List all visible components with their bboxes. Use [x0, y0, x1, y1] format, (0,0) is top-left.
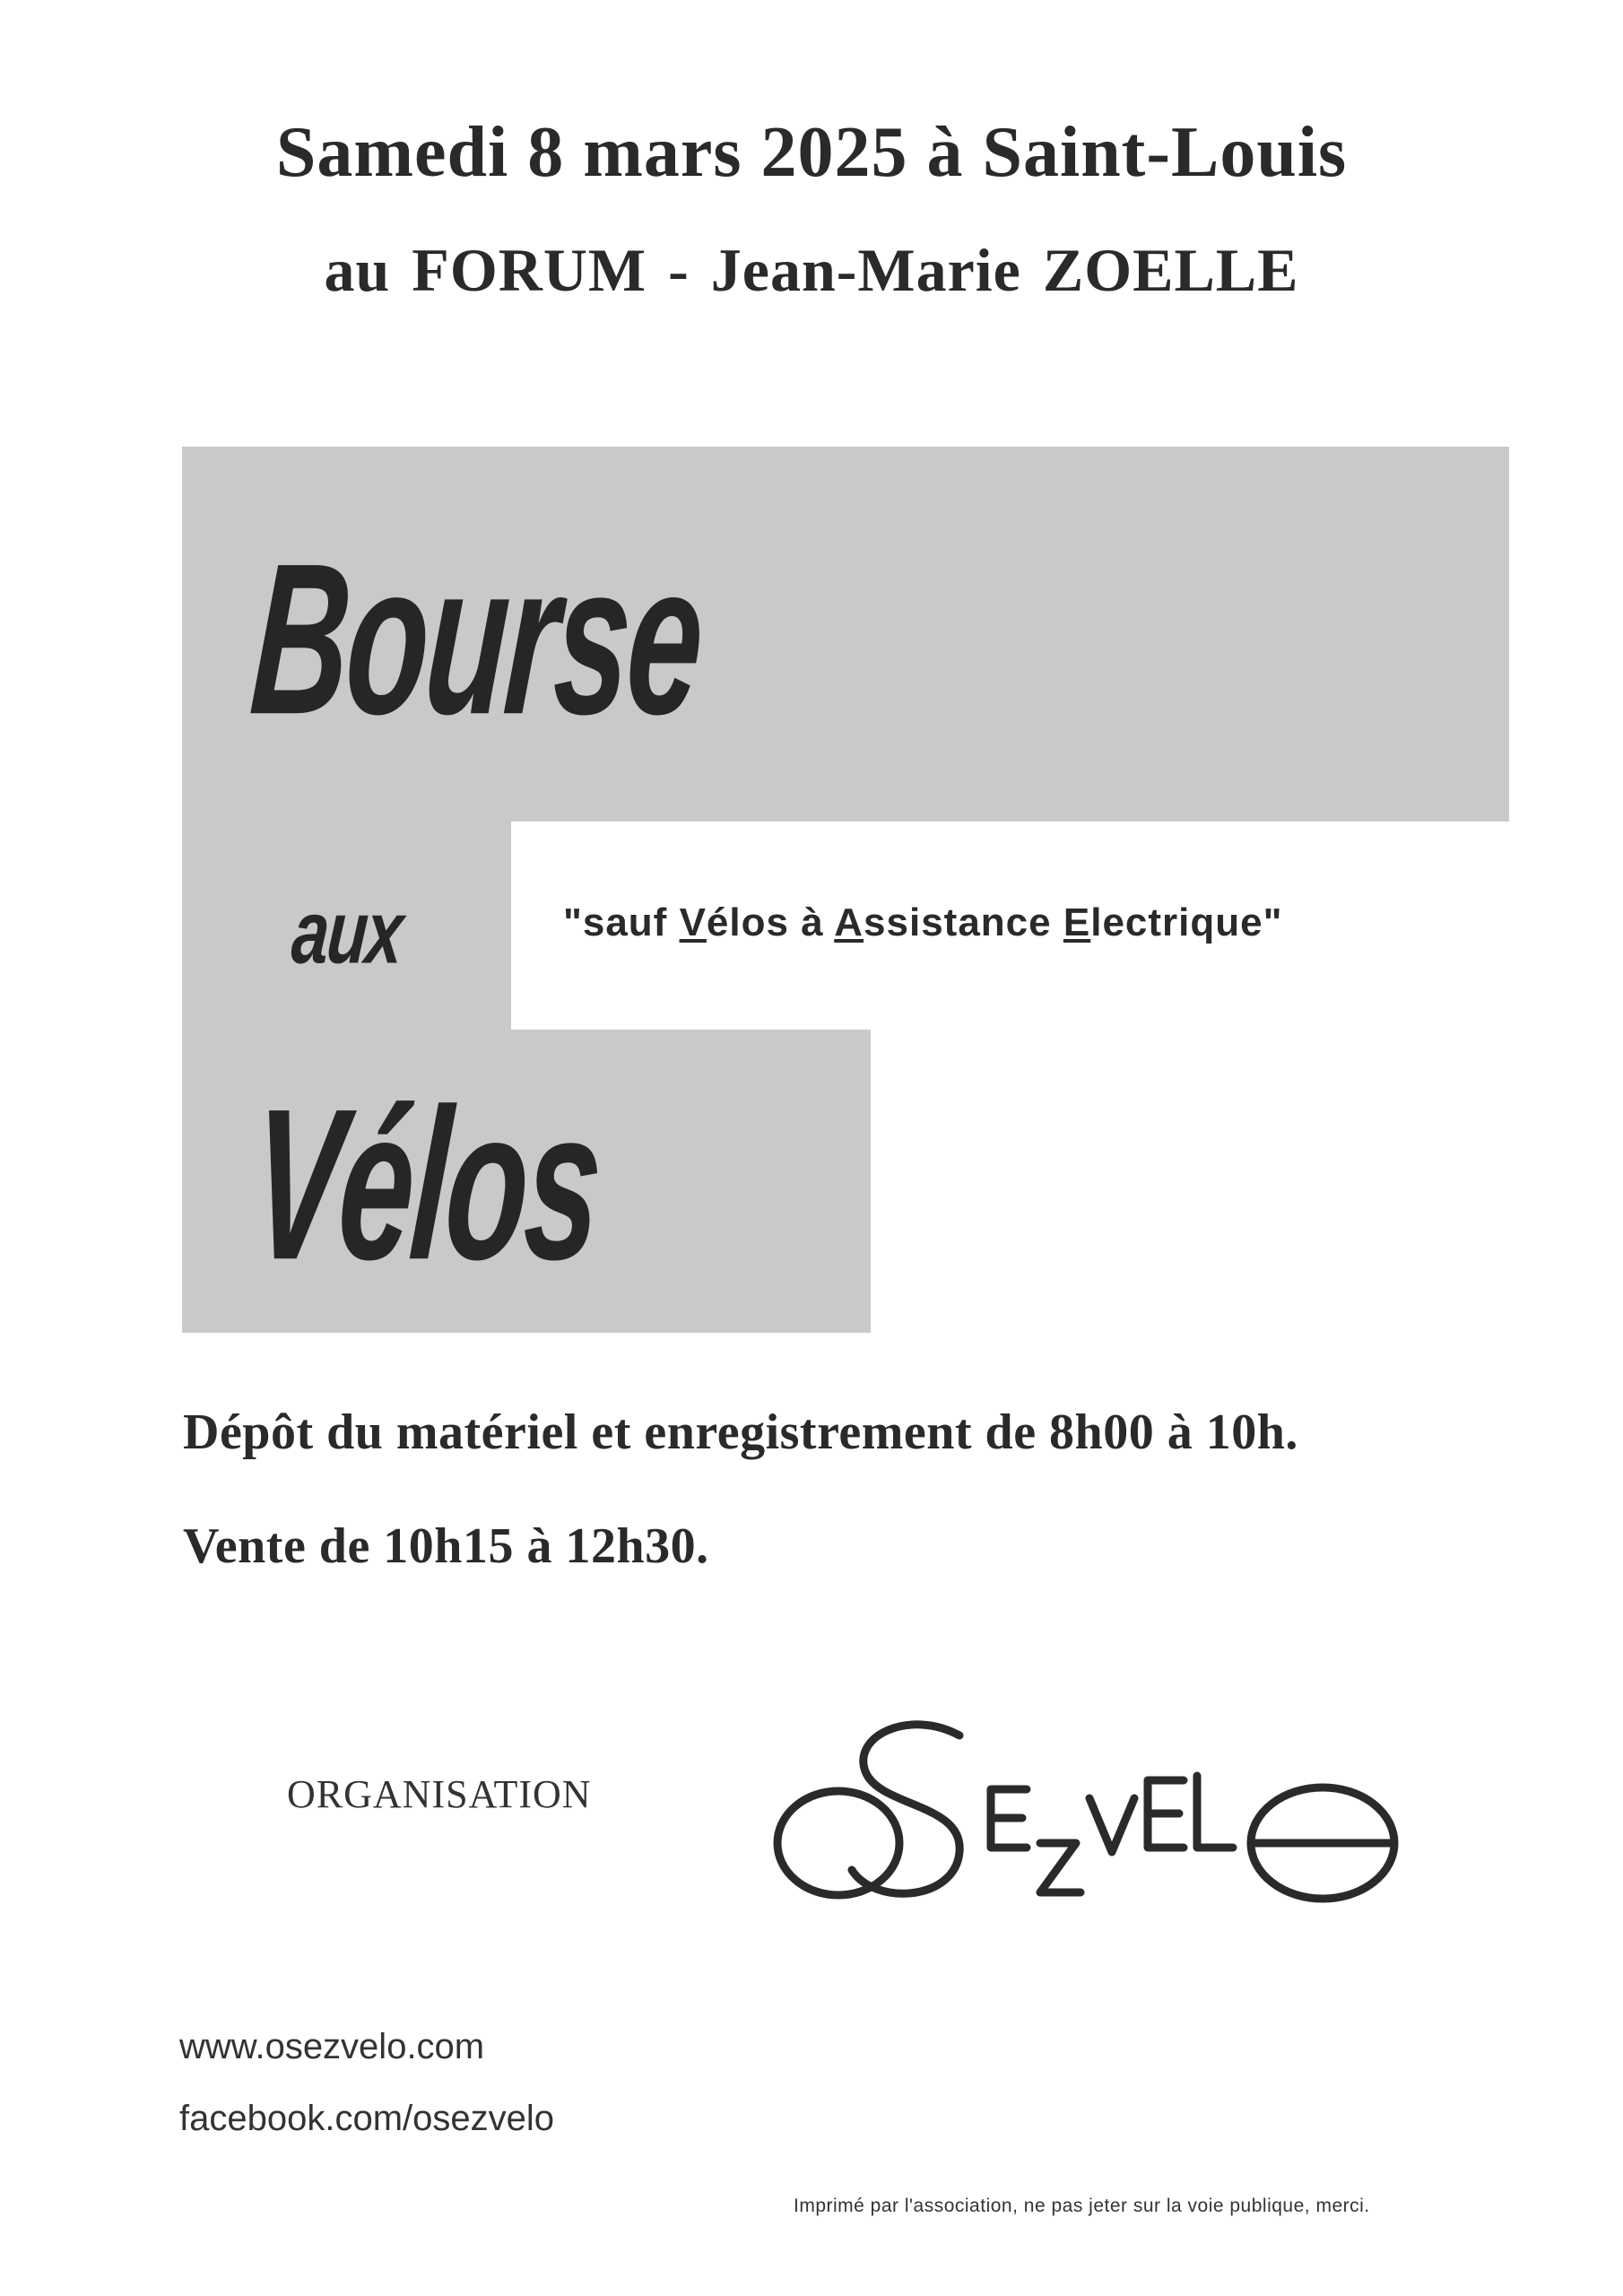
subtitle-part: "sauf [563, 900, 680, 944]
osezvelo-logo [767, 1700, 1412, 1933]
footer-note: Imprimé par l'association, ne pas jeter sur la voie publique, merci. [794, 2196, 1370, 2216]
banner-word-bourse: Bourse [245, 517, 708, 760]
logo-e2-letter [1148, 1780, 1184, 1848]
logo-v-letter [1089, 1798, 1134, 1852]
subtitle-part: lectrique" [1090, 900, 1283, 944]
subtitle-underlined-letter: V [679, 900, 707, 944]
organisation-label: ORGANISATION [287, 1772, 592, 1816]
banner-subtitle [563, 900, 1282, 945]
subtitle-part: ssistance [864, 900, 1063, 944]
logo-l-letter [1197, 1776, 1233, 1848]
facebook-link[interactable]: facebook.com/osezvelo [179, 2099, 555, 2138]
subtitle-underlined-letter: A [834, 900, 864, 944]
event-date-location: Samedi 8 mars 2025 à Saint-Louis [275, 113, 1348, 192]
logo-z-letter [1040, 1843, 1081, 1892]
website-link[interactable]: www.osezvelo.com [179, 2027, 485, 2066]
logo-s-letter [852, 1725, 959, 1893]
event-venue: au FORUM - Jean-Marie ZOELLE [324, 236, 1299, 304]
subtitle-underlined-letter: E [1063, 900, 1091, 944]
logo-e-letter [991, 1789, 1027, 1848]
schedule-depot: Dépôt du matériel et enregistrement de 8h00 à 10h. [183, 1405, 1298, 1460]
schedule-vente: Vente de 10h15 à 12h30. [183, 1518, 709, 1574]
logo-wheel-left [777, 1791, 899, 1895]
banner-word-velos: Vélos [245, 1063, 607, 1305]
subtitle-part: élos à [706, 900, 835, 944]
banner-word-aux: aux [288, 882, 406, 983]
